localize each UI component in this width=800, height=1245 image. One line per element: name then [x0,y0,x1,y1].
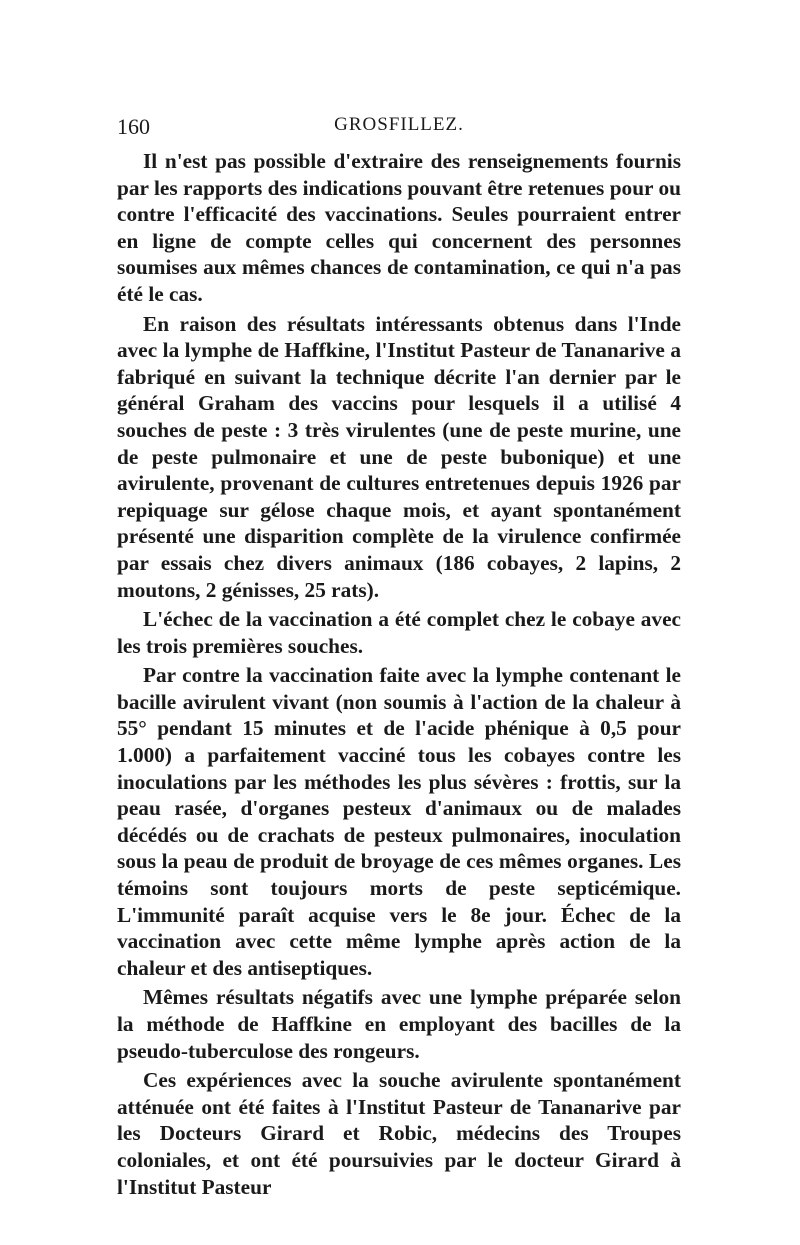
paragraph: Par contre la vaccination faite avec la lymphe contenant le bacille avirulent vivant (non soumis à l'action de la chaleur à 55° pendant 15 minutes et de l'acide phénique à 0,5 pour 1.000) a parfaitement vacciné tous les cobayes contre les inoculations par les méthodes les plus sévères : frottis, sur la peau rasée, d'organes pesteux d'animaux ou de malades décédés ou de crachats de pesteux pulmonaires, inoculation sous la peau de produit de broyage de ces mêmes organes. Les témoins sont toujours morts de peste septicémique. L'immunité paraît acquise vers le 8e jour. Échec de la vaccination avec cette même lymphe après action de la chaleur et des antiseptiques. [117,663,681,980]
paragraph: Il n'est pas possible d'extraire des renseignements fournis par les rapports des indications pouvant être retenues pour ou contre l'efficacité des vaccinations. Seules pourraient entrer en ligne de compte celles qui concernent des personnes soumises aux mêmes chances de contamination, ce qui n'a pas été le cas. [117,149,681,306]
paragraph: Mêmes résultats négatifs avec une lymphe préparée selon la méthode de Haffkine en employant des bacilles de la pseudo-tuberculose des rongeurs. [117,985,681,1063]
page-header [117,114,681,142]
page-number: 160 [117,114,150,139]
paragraph: En raison des résultats intéressants obtenus dans l'Inde avec la lymphe de Haffkine, l'Institut Pasteur de Tananarive a fabriqué en suivant la technique décrite l'an dernier par le général Graham des vaccins pour lesquels il a utilisé 4 souches de peste : 3 très virulentes (une de peste murine, une de peste pulmonaire et une de peste bubonique) et une avirulente, provenant de cultures entretenues depuis 1926 par repiquage sur gélose chaque mois, et ayant spontanément présenté une disparition complète de la virulence confirmée par essais chez divers animaux (186 cobayes, 2 lapins, 2 moutons, 2 génisses, 25 rats). [117,311,681,602]
running-title: GROSFILLEZ. [334,114,464,135]
body-text [117,148,681,1200]
paragraph: Ces expériences avec la souche avirulente spontanément atténuée ont été faites à l'Institut Pasteur de Tananarive par les Docteurs Girard et Robic, médecins des Troupes coloniales, et ont été poursuivies par le docteur Girard à l'Institut Pasteur [117,1068,681,1199]
paragraph: L'échec de la vaccination a été complet chez le cobaye avec les trois premières souches. [117,607,681,658]
